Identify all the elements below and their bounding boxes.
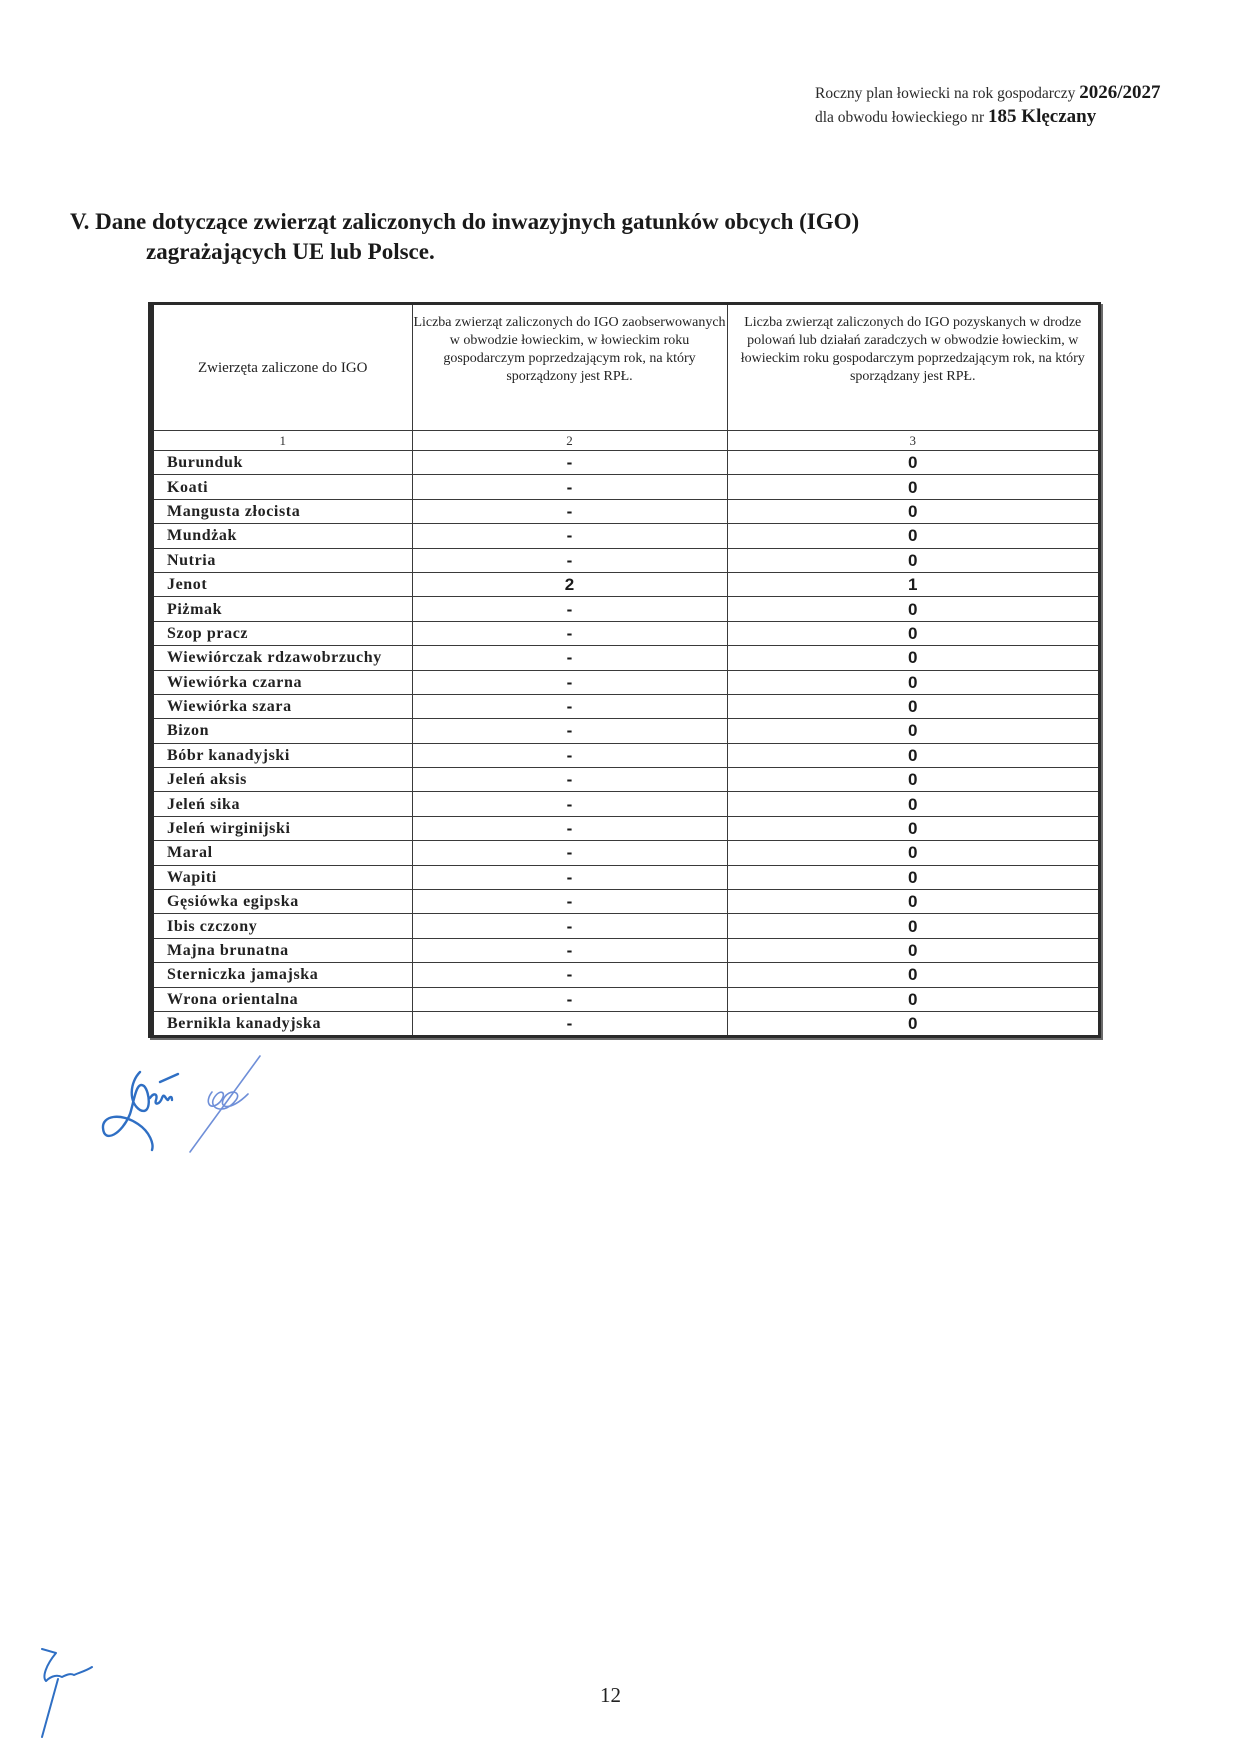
harvested-count-cell: 0: [727, 670, 1098, 694]
header-plan-label: Roczny plan łowiecki na rok gospodarczy: [815, 85, 1076, 102]
initials-image: [36, 1645, 106, 1745]
observed-count-cell: -: [412, 987, 727, 1011]
species-name-cell: Wiewiórka szara: [154, 694, 412, 718]
section-title-line2: zagrażających UE lub Polsce.: [146, 239, 435, 264]
observed-count-cell: -: [412, 963, 727, 987]
observed-count-cell: -: [412, 621, 727, 645]
signature-image: [100, 1052, 290, 1172]
table-row: [154, 865, 1098, 889]
document-running-header: [815, 81, 1235, 129]
observed-count-cell: -: [412, 548, 727, 572]
observed-count-cell: -: [412, 1011, 727, 1035]
harvested-count-cell: 0: [727, 963, 1098, 987]
table-row: [154, 816, 1098, 840]
harvested-count-cell: 0: [727, 548, 1098, 572]
observed-count-cell: -: [412, 475, 727, 499]
table-row: [154, 646, 1098, 670]
header-district: 185 Klęczany: [988, 106, 1097, 127]
table-header-row: [154, 305, 1098, 431]
species-name-cell: Wiewiórka czarna: [154, 670, 412, 694]
column-number-3: 3: [727, 431, 1098, 451]
table-row: [154, 792, 1098, 816]
harvested-count-cell: 0: [727, 987, 1098, 1011]
header-season: 2026/2027: [1079, 82, 1161, 103]
column-number-2: 2: [412, 431, 727, 451]
species-name-cell: Bernikla kanadyjska: [154, 1011, 412, 1035]
species-name-cell: Jeleń sika: [154, 792, 412, 816]
harvested-count-cell: 0: [727, 597, 1098, 621]
observed-count-cell: -: [412, 768, 727, 792]
table-body: [154, 451, 1098, 1036]
header-line-district: [815, 105, 1235, 129]
harvested-count-cell: 0: [727, 768, 1098, 792]
section-title: [70, 207, 1070, 267]
observed-count-cell: -: [412, 792, 727, 816]
observed-count-cell: -: [412, 865, 727, 889]
observed-count-cell: -: [412, 719, 727, 743]
species-name-cell: Wiewiórczak rdzawobrzuchy: [154, 646, 412, 670]
table-row: [154, 524, 1098, 548]
harvested-count-cell: 0: [727, 816, 1098, 840]
section-title-line1: V. Dane dotyczące zwierząt zaliczonych do inwazyjnych gatunków obcych (IGO): [70, 209, 860, 234]
column-header-observed: Liczba zwierząt zaliczonych do IGO zaobserwowanych w obwodzie łowieckim, w łowieckim roku gospodarczym poprzedzającym rok, na który sporządzony jest RPŁ.: [412, 305, 727, 431]
table-row: [154, 1011, 1098, 1035]
table-row: [154, 914, 1098, 938]
observed-count-cell: -: [412, 914, 727, 938]
species-name-cell: Wapiti: [154, 865, 412, 889]
column-header-harvested: Liczba zwierząt zaliczonych do IGO pozyskanych w drodze polowań lub działań zaradczych w obwodzie łowieckim, w łowieckim roku gospodarczym poprzedzającym rok, na który sporządzany jest RPŁ.: [727, 305, 1098, 431]
species-name-cell: Maral: [154, 841, 412, 865]
species-name-cell: Bóbr kanadyjski: [154, 743, 412, 767]
column-number-row: [154, 431, 1098, 451]
column-number-1: 1: [154, 431, 412, 451]
harvested-count-cell: 0: [727, 621, 1098, 645]
species-name-cell: Ibis czczony: [154, 914, 412, 938]
harvested-count-cell: 0: [727, 524, 1098, 548]
observed-count-cell: -: [412, 499, 727, 523]
observed-count-cell: -: [412, 743, 727, 767]
observed-count-cell: -: [412, 451, 727, 475]
harvested-count-cell: 0: [727, 914, 1098, 938]
harvested-count-cell: 0: [727, 646, 1098, 670]
observed-count-cell: -: [412, 670, 727, 694]
species-name-cell: Gęsiówka egipska: [154, 890, 412, 914]
observed-count-cell: -: [412, 816, 727, 840]
table-row: [154, 768, 1098, 792]
table-row: [154, 890, 1098, 914]
harvested-count-cell: 0: [727, 938, 1098, 962]
table-row: [154, 743, 1098, 767]
harvested-count-cell: 0: [727, 694, 1098, 718]
harvested-count-cell: 0: [727, 1011, 1098, 1035]
table-row: [154, 670, 1098, 694]
harvested-count-cell: 0: [727, 792, 1098, 816]
harvested-count-cell: 0: [727, 719, 1098, 743]
table-row: [154, 572, 1098, 596]
table-row: [154, 841, 1098, 865]
species-name-cell: Burunduk: [154, 451, 412, 475]
species-name-cell: Sterniczka jamajska: [154, 963, 412, 987]
species-name-cell: Jenot: [154, 572, 412, 596]
table-row: [154, 987, 1098, 1011]
signature-stroke-main: [103, 1072, 178, 1150]
table-row: [154, 451, 1098, 475]
species-name-cell: Majna brunatna: [154, 938, 412, 962]
harvested-count-cell: 0: [727, 841, 1098, 865]
table-row: [154, 548, 1098, 572]
harvested-count-cell: 1: [727, 572, 1098, 596]
species-name-cell: Nutria: [154, 548, 412, 572]
harvested-count-cell: 0: [727, 743, 1098, 767]
observed-count-cell: -: [412, 841, 727, 865]
page-number: 12: [600, 1683, 621, 1707]
harvested-count-cell: 0: [727, 890, 1098, 914]
observed-count-cell: -: [412, 646, 727, 670]
table-row: [154, 938, 1098, 962]
column-header-species: Zwierzęta zaliczone do IGO: [154, 305, 412, 431]
species-name-cell: Mundżak: [154, 524, 412, 548]
species-name-cell: Koati: [154, 475, 412, 499]
table-row: [154, 499, 1098, 523]
table-row: [154, 719, 1098, 743]
table-row: [154, 597, 1098, 621]
header-district-label: dla obwodu łowieckiego nr: [815, 109, 985, 126]
species-name-cell: Jeleń aksis: [154, 768, 412, 792]
table-row: [154, 963, 1098, 987]
igo-table-frame: [148, 302, 1101, 1038]
species-name-cell: Jeleń wirginijski: [154, 816, 412, 840]
signature-stroke-second: [190, 1056, 260, 1152]
harvested-count-cell: 0: [727, 451, 1098, 475]
species-name-cell: Wrona orientalna: [154, 987, 412, 1011]
igo-table: [154, 305, 1098, 1035]
observed-count-cell: -: [412, 524, 727, 548]
table-row: [154, 621, 1098, 645]
observed-count-cell: 2: [412, 572, 727, 596]
species-name-cell: Mangusta złocista: [154, 499, 412, 523]
species-name-cell: Bizon: [154, 719, 412, 743]
harvested-count-cell: 0: [727, 865, 1098, 889]
harvested-count-cell: 0: [727, 475, 1098, 499]
observed-count-cell: -: [412, 694, 727, 718]
observed-count-cell: -: [412, 938, 727, 962]
initials-stroke: [42, 1649, 92, 1737]
species-name-cell: Piżmak: [154, 597, 412, 621]
harvested-count-cell: 0: [727, 499, 1098, 523]
header-line-plan: [815, 81, 1235, 105]
table-row: [154, 475, 1098, 499]
table-row: [154, 694, 1098, 718]
observed-count-cell: -: [412, 597, 727, 621]
species-name-cell: Szop pracz: [154, 621, 412, 645]
observed-count-cell: -: [412, 890, 727, 914]
